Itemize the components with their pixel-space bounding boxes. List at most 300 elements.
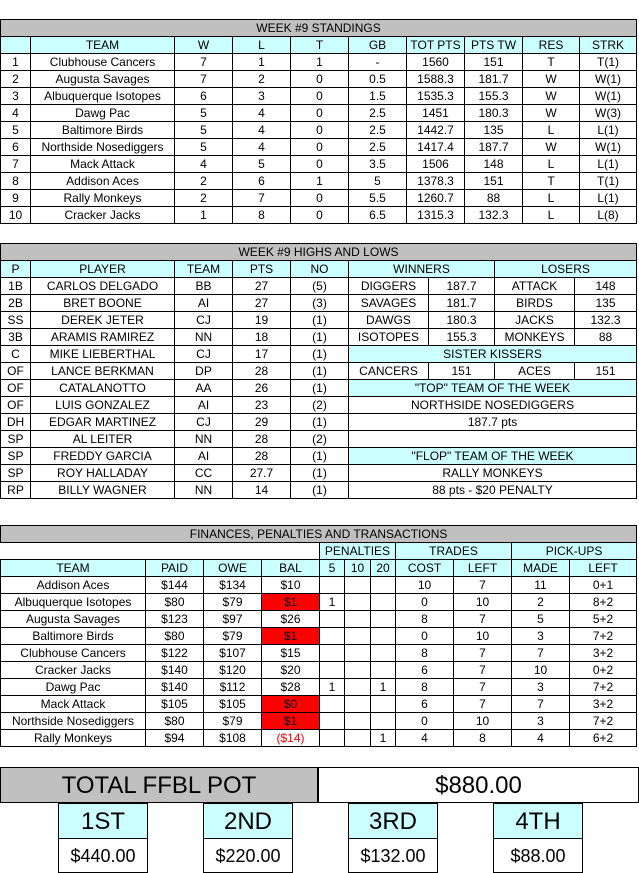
table-row [1,380,637,397]
standings-cell: Mack Attack [31,156,175,173]
finance-cell [371,645,396,662]
standings-cell: 1378.3 [407,173,465,190]
player-cell: (2) [291,431,349,448]
standings-cell: 5 [233,156,291,173]
player-cell: AI [175,397,233,414]
standings-cell: L(1) [580,190,637,207]
table-row [1,611,637,628]
standings-cell: 132.3 [465,207,523,224]
player-cell: 2B [1,295,31,312]
finance-cell [345,679,371,696]
finance-cell: $79 [204,628,262,645]
standings-cell: 4 [233,105,291,122]
standings-table [0,19,637,224]
standings-cell: L(1) [580,122,637,139]
table-row [1,139,637,156]
column-header: TEAM [1,560,146,577]
column-header: LEFT [454,560,512,577]
standings-cell: W [523,88,580,105]
standings-cell: 6 [1,139,31,156]
balance-cell: $10 [262,577,320,594]
top-team-header: "TOP" TEAM OF THE WEEK [349,380,637,397]
standings-cell: 6 [233,173,291,190]
finance-cell: $97 [204,611,262,628]
finance-cell [371,628,396,645]
standings-cell: 1535.3 [407,88,465,105]
standings-cell: 8 [1,173,31,190]
player-cell: 14 [233,482,291,499]
place-amount: $440.00 [58,839,148,873]
standings-cell: W [523,71,580,88]
top-team-pts: 187.7 pts [349,414,637,431]
balance-cell: $26 [262,611,320,628]
column-header: T [291,37,349,54]
finance-cell [345,730,371,747]
column-header: W [175,37,233,54]
finance-cell: $79 [204,594,262,611]
place-3rd [348,803,438,873]
player-cell: 19 [233,312,291,329]
finance-cell: Dawg Pac [1,679,146,696]
column-header: PAID [146,560,204,577]
column-header: GB [349,37,407,54]
finance-cell: 0+2 [570,662,637,679]
finance-cell [371,611,396,628]
standings-cell: 1 [175,207,233,224]
finance-cell: 0+1 [570,577,637,594]
player-cell: BB [175,278,233,295]
player-cell: (1) [291,465,349,482]
finance-cell: 5 [512,611,570,628]
standings-cell: T(1) [580,54,637,71]
matchup-cell: 155.3 [429,329,495,346]
standings-cell: Rally Monkeys [31,190,175,207]
finance-cell: $108 [204,730,262,747]
table-row [1,713,637,730]
flop-team-pts: 88 pts - $20 PENALTY [349,482,637,499]
column-header: TEAM [175,261,233,278]
standings-cell: 0 [291,190,349,207]
sister-cell: 151 [429,363,495,380]
standings-cell: 1 [233,54,291,71]
finance-cell [320,611,345,628]
table-row [1,105,637,122]
flop-team-name: RALLY MONKEYS [349,465,637,482]
player-cell: 23 [233,397,291,414]
place-label: 3RD [348,803,438,839]
standings-cell: 7 [175,71,233,88]
standings-cell: W [523,139,580,156]
player-cell: NN [175,329,233,346]
player-cell: 18 [233,329,291,346]
finance-cell: 1 [320,679,345,696]
finance-cell: $105 [146,696,204,713]
standings-cell: L(8) [580,207,637,224]
player-cell: ARAMIS RAMIREZ [31,329,175,346]
finance-cell: 3 [512,713,570,730]
standings-cell: 3 [1,88,31,105]
standings-cell: 1 [1,54,31,71]
standings-cell: 1417.4 [407,139,465,156]
finance-cell: $144 [146,577,204,594]
finance-cell: $107 [204,645,262,662]
standings-cell: 5 [175,105,233,122]
standings-cell: 1451 [407,105,465,122]
player-cell: 17 [233,346,291,363]
finance-cell: 10 [454,713,512,730]
player-cell: 26 [233,380,291,397]
player-cell: OF [1,363,31,380]
player-cell: (3) [291,295,349,312]
sister-kissers-header: SISTER KISSERS [349,346,637,363]
standings-cell: L [523,207,580,224]
matchup-cell: DIGGERS [349,278,429,295]
finance-cell: 7 [454,696,512,713]
standings-cell: 5 [175,122,233,139]
finance-cell: 5+2 [570,611,637,628]
standings-cell: 151 [465,54,523,71]
sister-cell: ACES [495,363,575,380]
table-row [1,628,637,645]
highs-title: WEEK #9 HIGHS AND LOWS [1,244,637,261]
finance-cell [345,628,371,645]
standings-cell: 3 [233,88,291,105]
finance-cell [345,611,371,628]
finance-cell: Cracker Jacks [1,662,146,679]
standings-cell: 9 [1,190,31,207]
matchup-cell: 181.7 [429,295,495,312]
standings-cell: 180.3 [465,105,523,122]
finance-cell: 2 [512,594,570,611]
finance-cell: 7 [454,679,512,696]
place-label: 4TH [493,803,583,839]
finance-cell: 3+2 [570,645,637,662]
column-header: TEAM [31,37,175,54]
finance-cell: 7 [512,696,570,713]
place-amount: $88.00 [493,839,583,873]
table-row [1,122,637,139]
finance-cell [345,577,371,594]
matchup-cell: 187.7 [429,278,495,295]
column-header: PTS TW [465,37,523,54]
standings-cell: L [523,190,580,207]
standings-cell: 0 [291,156,349,173]
player-cell: AA [175,380,233,397]
finance-cell [320,662,345,679]
table-row [1,465,637,482]
finance-cell: 6 [396,662,454,679]
finance-cell: 1 [371,730,396,747]
standings-cell: 2.5 [349,139,407,156]
table-row [1,173,637,190]
standings-cell: 4 [175,156,233,173]
standings-cell: 155.3 [465,88,523,105]
player-cell: AL LEITER [31,431,175,448]
finance-cell: 7 [454,662,512,679]
standings-cell: W(1) [580,139,637,156]
standings-cell: 2.5 [349,122,407,139]
player-cell: NN [175,431,233,448]
place-2nd [203,803,293,873]
top-team-name: NORTHSIDE NOSEDIGGERS [349,397,637,414]
player-cell: 3B [1,329,31,346]
column-header [1,37,31,54]
balance-cell: $1 [262,713,320,730]
table-row [1,662,637,679]
standings-cell: Northside Nosediggers [31,139,175,156]
player-cell: CATALANOTTO [31,380,175,397]
finance-cell: 6 [396,696,454,713]
penalties-group-header: PENALTIES [320,543,396,560]
table-row [1,54,637,71]
standings-cell: W(1) [580,71,637,88]
standings-cell: L [523,156,580,173]
finance-cell: 11 [512,577,570,594]
finance-cell [371,662,396,679]
finance-cell [320,696,345,713]
table-row [1,577,637,594]
finance-cell: 6+2 [570,730,637,747]
table-row [1,730,637,747]
player-cell: (5) [291,278,349,295]
standings-cell: 4 [1,105,31,122]
standings-cell: 0 [291,139,349,156]
player-cell: SP [1,465,31,482]
table-row [1,71,637,88]
column-header: 10 [345,560,371,577]
standings-cell: Baltimore Birds [31,122,175,139]
finance-cell: 1 [371,679,396,696]
finance-cell: 10 [454,594,512,611]
column-header: L [233,37,291,54]
column-header: RES [523,37,580,54]
finance-cell: 10 [396,577,454,594]
player-cell: 27 [233,278,291,295]
player-cell: CJ [175,312,233,329]
player-cell: BILLY WAGNER [31,482,175,499]
standings-cell: 1560 [407,54,465,71]
player-cell: DP [175,363,233,380]
player-cell: (1) [291,414,349,431]
standings-cell: W(1) [580,88,637,105]
finance-cell: $140 [146,662,204,679]
finance-cell: $80 [146,713,204,730]
player-cell: 28 [233,431,291,448]
standings-cell: T [523,173,580,190]
finance-cell [345,645,371,662]
column-header: PTS [233,261,291,278]
finance-cell [345,713,371,730]
player-cell: BRET BOONE [31,295,175,312]
standings-cell: 5 [175,139,233,156]
player-cell: (1) [291,329,349,346]
standings-cell: 7 [233,190,291,207]
standings-cell: 7 [1,156,31,173]
table-row [1,431,637,448]
table-row [1,88,637,105]
table-row [1,190,637,207]
finance-cell: $80 [146,628,204,645]
player-cell: LUIS GONZALEZ [31,397,175,414]
finance-cell: 8 [396,679,454,696]
matchup-cell: 148 [575,278,637,295]
player-cell: AI [175,448,233,465]
matchup-cell: BIRDS [495,295,575,312]
standings-cell: 7 [175,54,233,71]
player-cell: SS [1,312,31,329]
finance-cell: 0 [396,594,454,611]
player-cell: C [1,346,31,363]
matchup-cell: DAWGS [349,312,429,329]
spacer-cell [349,431,637,448]
standings-cell: 2 [175,190,233,207]
finance-cell: 3 [512,679,570,696]
place-label: 1ST [58,803,148,839]
place-amount: $220.00 [203,839,293,873]
balance-cell: ($14) [262,730,320,747]
player-cell: CJ [175,346,233,363]
player-cell: SP [1,448,31,465]
standings-cell: Dawg Pac [31,105,175,122]
finance-cell: Albuquerque Isotopes [1,594,146,611]
standings-cell: Clubhouse Cancers [31,54,175,71]
standings-cell: 1315.3 [407,207,465,224]
standings-cell: 4 [233,122,291,139]
standings-cell: 1588.3 [407,71,465,88]
player-cell: LANCE BERKMAN [31,363,175,380]
finance-cell [320,645,345,662]
column-header: 5 [320,560,345,577]
standings-cell: 2 [175,173,233,190]
finance-cell [320,713,345,730]
standings-cell: Cracker Jacks [31,207,175,224]
finance-cell: 8 [454,730,512,747]
standings-cell: T [523,54,580,71]
finance-cell: $112 [204,679,262,696]
finance-cell [320,730,345,747]
pot-label: TOTAL FFBL POT [0,767,318,803]
player-cell: OF [1,397,31,414]
balance-cell: $20 [262,662,320,679]
player-cell: (1) [291,482,349,499]
standings-cell: 5.5 [349,190,407,207]
finance-cell: $120 [204,662,262,679]
table-row [1,594,637,611]
finance-cell: $105 [204,696,262,713]
player-cell: (2) [291,397,349,414]
player-cell: 28 [233,448,291,465]
player-cell: 28 [233,363,291,380]
column-header: LEFT [570,560,637,577]
table-row [1,312,637,329]
standings-cell: 0.5 [349,71,407,88]
player-cell: NN [175,482,233,499]
standings-cell: 0 [291,71,349,88]
finance-cell: 7+2 [570,713,637,730]
player-cell: FREDDY GARCIA [31,448,175,465]
player-cell: DH [1,414,31,431]
trades-group-header: TRADES [396,543,512,560]
finance-cell: 1 [320,594,345,611]
player-cell: 1B [1,278,31,295]
pot-value: $880.00 [318,767,639,803]
standings-cell: 0 [291,122,349,139]
column-header: MADE [512,560,570,577]
standings-cell: Albuquerque Isotopes [31,88,175,105]
matchup-cell: 88 [575,329,637,346]
standings-cell: 5 [349,173,407,190]
finance-cell: 8+2 [570,594,637,611]
winners-header: WINNERS [349,261,495,278]
highs-lows-table [0,243,637,499]
pot-area [0,767,639,873]
balance-cell: $15 [262,645,320,662]
standings-cell: 0 [291,105,349,122]
player-cell: CC [175,465,233,482]
matchup-cell: ISOTOPES [349,329,429,346]
column-header: P [1,261,31,278]
matchup-cell: 135 [575,295,637,312]
balance-cell: $1 [262,594,320,611]
player-cell: CJ [175,414,233,431]
player-cell: RP [1,482,31,499]
matchup-cell: JACKS [495,312,575,329]
player-cell: (1) [291,346,349,363]
finance-cell: 8 [396,645,454,662]
standings-cell: L(1) [580,156,637,173]
finance-cell: 4 [512,730,570,747]
column-header: BAL [262,560,320,577]
balance-cell: $28 [262,679,320,696]
finance-cell: $79 [204,713,262,730]
player-cell: 27 [233,295,291,312]
table-row [1,363,637,380]
place-4th [493,803,583,873]
finance-cell: 3 [512,628,570,645]
finance-cell [345,594,371,611]
table-row [1,696,637,713]
standings-cell: 8 [233,207,291,224]
standings-cell: 148 [465,156,523,173]
player-cell: MIKE LIEBERTHAL [31,346,175,363]
finance-cell: $122 [146,645,204,662]
place-1st [58,803,148,873]
column-header: TOT PTS [407,37,465,54]
standings-cell: 1442.7 [407,122,465,139]
standings-cell: 1260.7 [407,190,465,207]
standings-cell: 88 [465,190,523,207]
place-label: 2ND [203,803,293,839]
column-header: NO [291,261,349,278]
sister-cell: 151 [575,363,637,380]
finance-cell: $140 [146,679,204,696]
standings-cell: 5 [1,122,31,139]
standings-cell: 3.5 [349,156,407,173]
finance-cell [320,577,345,594]
standings-cell: 2 [1,71,31,88]
column-header: 20 [371,560,396,577]
finance-cell: 4 [396,730,454,747]
finance-cell: Baltimore Birds [1,628,146,645]
finance-cell: 8 [396,611,454,628]
column-header: COST [396,560,454,577]
table-row [1,482,637,499]
standings-cell: L [523,122,580,139]
finance-cell: $134 [204,577,262,594]
standings-cell: 1 [291,54,349,71]
flop-team-header: "FLOP" TEAM OF THE WEEK [349,448,637,465]
finance-cell: 7 [454,577,512,594]
